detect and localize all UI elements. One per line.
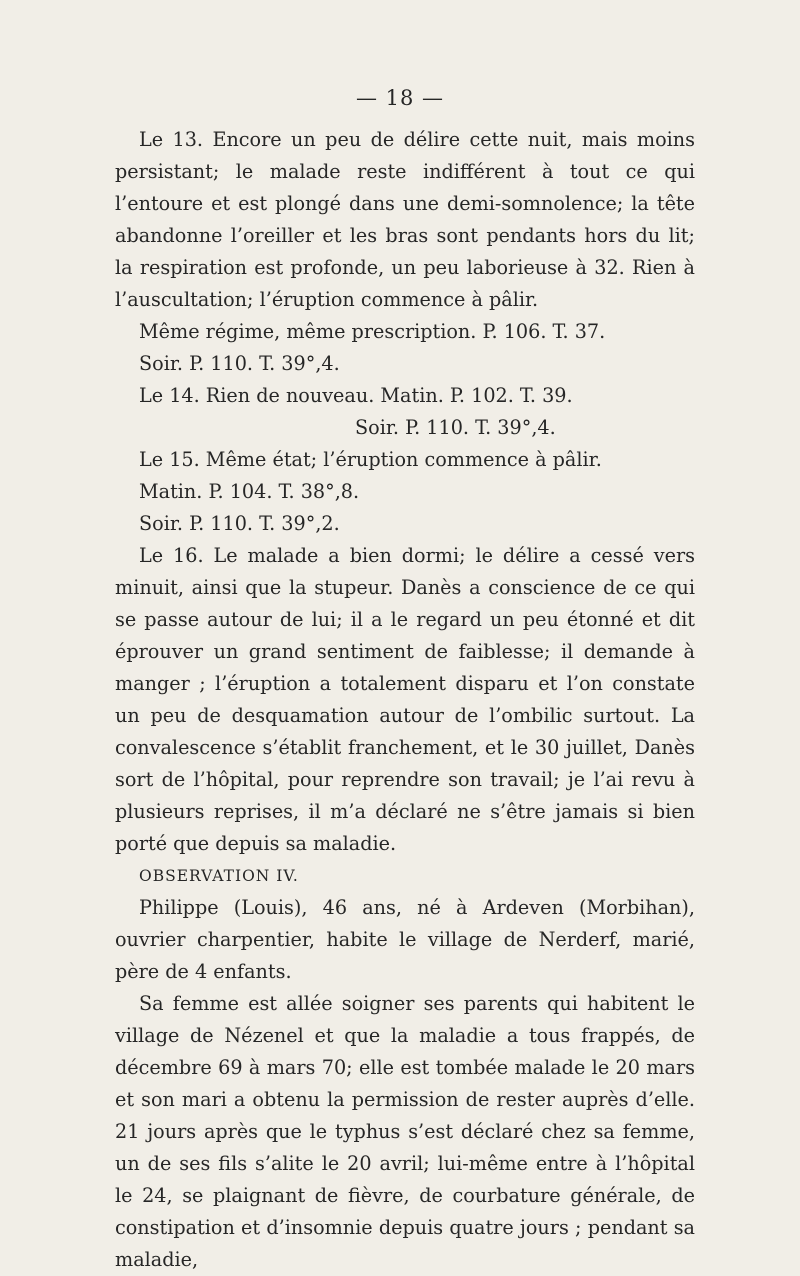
paragraph: Soir. P. 110. T. 39°,4. bbox=[139, 352, 340, 375]
paragraph: Le 16. Le malade a bien dormi; le délire a cessé vers minuit, ainsi que la stupeur. Danès a conscience de ce qui se passe autour de lui; il a le regard un peu étonné et dit éprouver un grand sentiment de faiblesse; il demande à manger ; l’éruption a totalement disparu et l’on constate un peu de desquamation autour de l’ombilic surtout. La convalescence s’établit franchement, et le 30 juillet, Danès sort de l’hôpital, pour reprendre son travail; je l’ai revu à plusieurs reprises, il m’a déclaré ne s’être jamais si bien porté que depuis sa maladie. bbox=[115, 544, 695, 855]
page-number: — 18 — bbox=[355, 86, 445, 110]
paragraph: Soir. P. 110. T. 39°,4. bbox=[355, 416, 556, 439]
paragraph: Philippe (Louis), 46 ans, né à Ardeven (Morbihan), ouvrier charpentier, habite le village de Nerderf, marié, père de 4 enfants. bbox=[115, 896, 695, 983]
paragraph: Soir. P. 110. T. 39°,2. bbox=[139, 512, 340, 535]
paragraph: Même régime, même prescription. P. 106. T. 37. bbox=[139, 320, 606, 343]
section-heading: OBSERVATION IV. bbox=[139, 867, 299, 885]
paragraph: Le 13. Encore un peu de délire cette nuit, mais moins persistant; le malade reste indifférent à tout ce qui l’entoure et est plongé dans une demi-somnolence; la tête abandonne l’oreiller et les bras sont pendants hors du lit; la respiration est profonde, un peu laborieuse à 32. Rien à l’auscultation; l’éruption commence à pâlir. bbox=[115, 128, 695, 311]
paragraph: Le 14. Rien de nouveau. Matin. P. 102. T. 39. bbox=[139, 384, 573, 407]
paragraph: Matin. P. 104. T. 38°,8. bbox=[139, 480, 360, 503]
body-text bbox=[115, 124, 695, 1276]
paragraph: Sa femme est allée soigner ses parents qui habitent le village de Nézenel et que la maladie a tous frappés, de décembre 69 à mars 70; elle est tombée malade le 20 mars et son mari a obtenu la permission de rester auprès d’elle. 21 jours après que le typhus s’est déclaré chez sa femme, un de ses fils s’alite le 20 avril; lui-même entre à l’hôpital le 24, se plaignant de fièvre, de courbature générale, de constipation et d’insomnie depuis quatre jours ; pendant sa maladie, bbox=[115, 992, 695, 1271]
paragraph: Le 15. Même état; l’éruption commence à pâlir. bbox=[139, 448, 602, 471]
